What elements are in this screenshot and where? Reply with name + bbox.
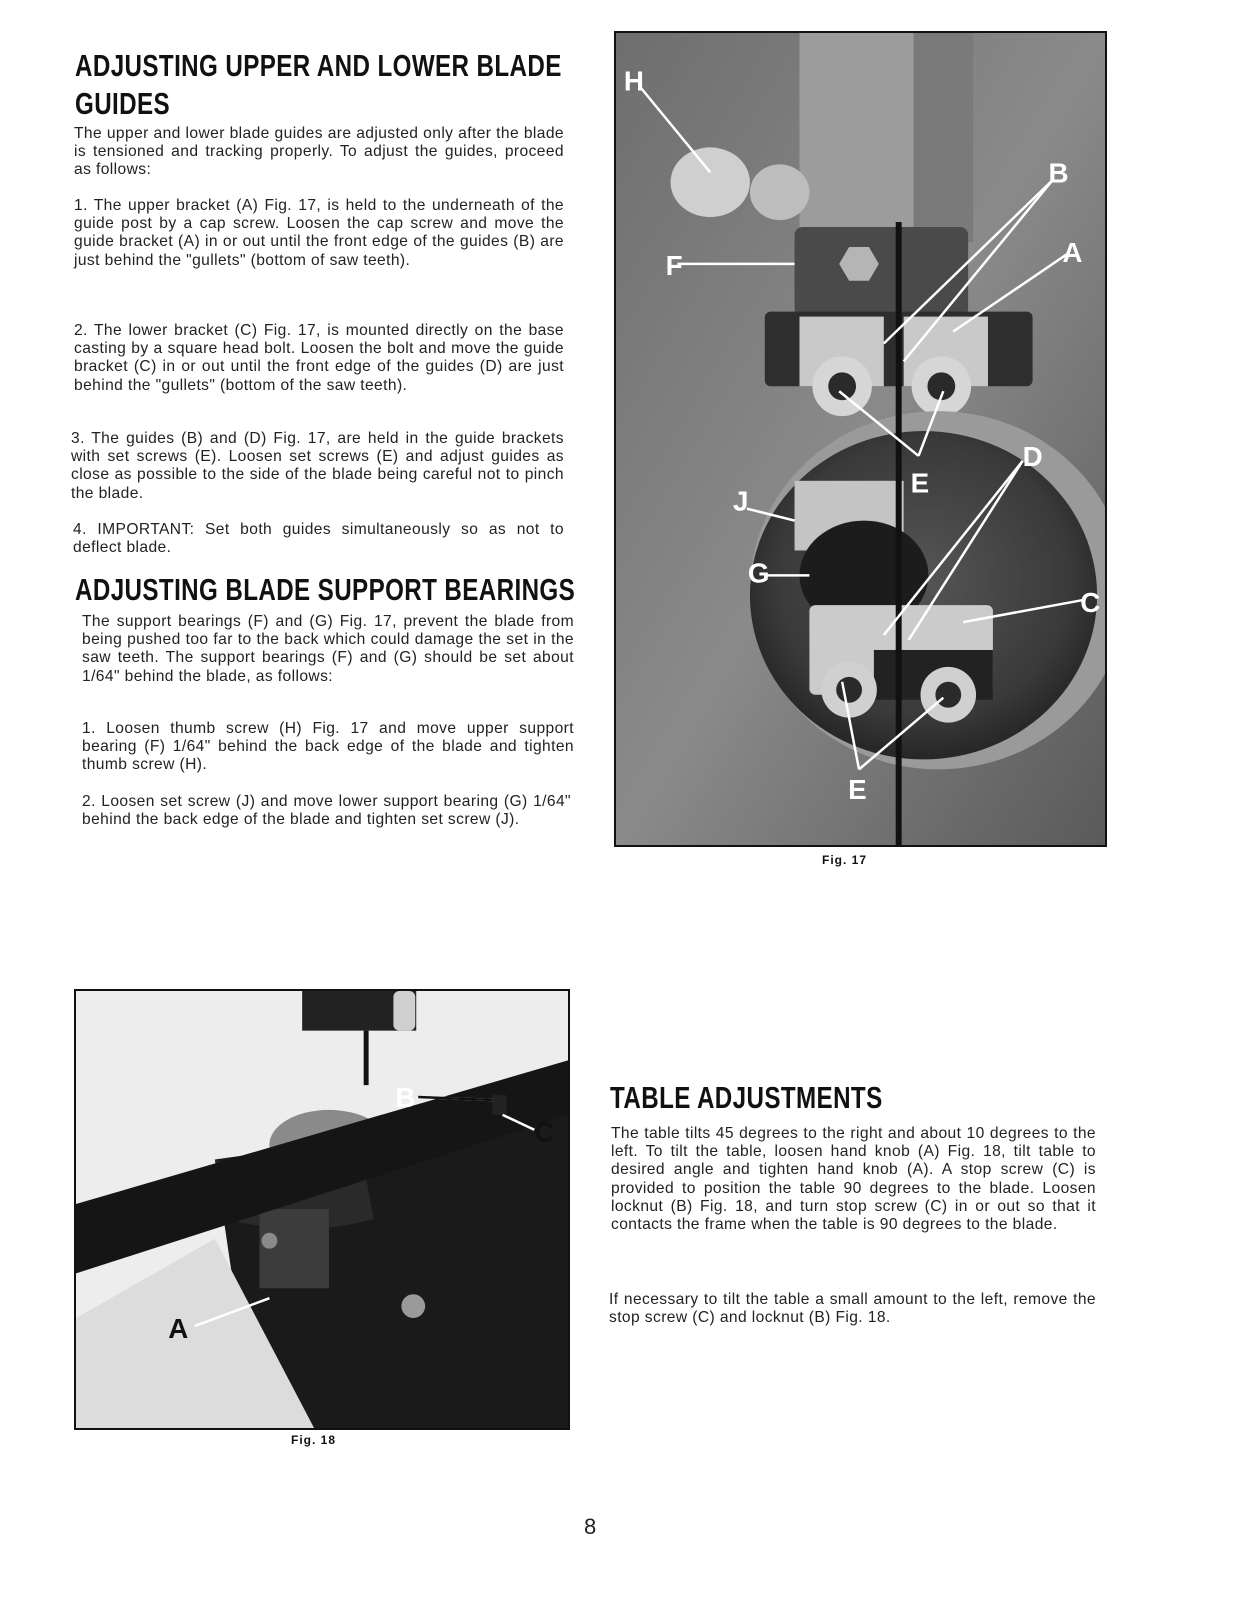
fig17-label-a: A — [1062, 236, 1083, 268]
bearings-title: ADJUSTING BLADE SUPPORT BEARINGS — [75, 572, 576, 607]
page-number: 8 — [584, 1514, 597, 1539]
fig17-label-h: H — [623, 65, 644, 97]
bearings-step-1: 1. Loosen thumb screw (H) Fig. 17 and move upper support bearing (F) 1/64" behind the back edge of the blade and tighten thumb screw (H). — [82, 720, 574, 774]
fig17-label-f: F — [665, 249, 683, 281]
fig17-photo — [614, 31, 1107, 847]
bearings-intro: The support bearings (F) and (G) Fig. 17, prevent the blade from being pushed too far to the back which could damage the set in the saw teeth. The support bearings (F) and (G) should be set about 1/64" behind the blade, as follows: — [82, 613, 574, 685]
guides-step-2: 2. The lower bracket (C) Fig. 17, is mounted directly on the base casting by a square head bolt. Loosen the bolt and move the guide bracket (C) in or out until the front edge of the guides (D) are just behind the "gullets" (bottom of the saw teeth). — [74, 322, 564, 394]
guides-step-3: 3. The guides (B) and (D) Fig. 17, are held in the guide brackets with set screws (E). Loosen set screws (E) and adjust guides as close as possible to the side of the blade being careful not to pinch the blade. — [71, 430, 564, 502]
fig17-label-b: B — [1048, 157, 1069, 189]
fig17-label-e1: E — [910, 467, 930, 499]
fig17-label-g: G — [747, 557, 770, 589]
guides-title-line1: ADJUSTING UPPER AND LOWER BLADE — [75, 48, 562, 83]
fig17-caption: Fig. 17 — [822, 853, 868, 867]
fig18-photo — [74, 989, 570, 1430]
guides-intro: The upper and lower blade guides are adjusted only after the blade is tensioned and tracking properly. To adjust the guides, proceed as follows: — [74, 125, 564, 179]
bearings-step-2: 2. Loosen set screw (J) and move lower support bearing (G) 1/64" behind the back edge of the blade and tighten set screw (J). — [82, 793, 571, 829]
table-para-2: If necessary to tilt the table a small amount to the left, remove the stop screw (C) and locknut (B) Fig. 18. — [609, 1291, 1096, 1327]
guides-step-4: 4. IMPORTANT: Set both guides simultaneously so as not to deflect blade. — [73, 521, 564, 557]
fig18-label-c: C — [534, 1116, 555, 1148]
fig17-label-j: J — [733, 485, 749, 517]
guides-title-line2: GUIDES — [75, 86, 171, 121]
fig17-label-d: D — [1022, 440, 1043, 472]
fig18-caption: Fig. 18 — [291, 1433, 337, 1447]
fig18-label-b: B — [395, 1081, 416, 1113]
fig17-label-e2: E — [848, 774, 867, 806]
table-para-1: The table tilts 45 degrees to the right and about 10 degrees to the left. To tilt the table, loosen hand knob (A) Fig. 18, tilt table to desired angle and tighten hand knob (A). A stop screw (C) is provided to position the table 90 degrees to the blade. Loosen locknut (B) Fig. 18, and turn stop screw (C) in or out so that it contacts the frame when the table is 90 degrees to the blade. — [611, 1125, 1096, 1234]
guides-step-1: 1. The upper bracket (A) Fig. 17, is held to the underneath of the guide post by a cap screw. Loosen the cap screw and move the guide bracket (A) in or out until the front edge of the guides (B) are just behind the "gullets" (bottom of saw teeth). — [74, 197, 564, 269]
fig17-label-c: C — [1080, 587, 1101, 619]
fig18-label-a: A — [168, 1312, 189, 1344]
table-title: TABLE ADJUSTMENTS — [610, 1080, 883, 1115]
